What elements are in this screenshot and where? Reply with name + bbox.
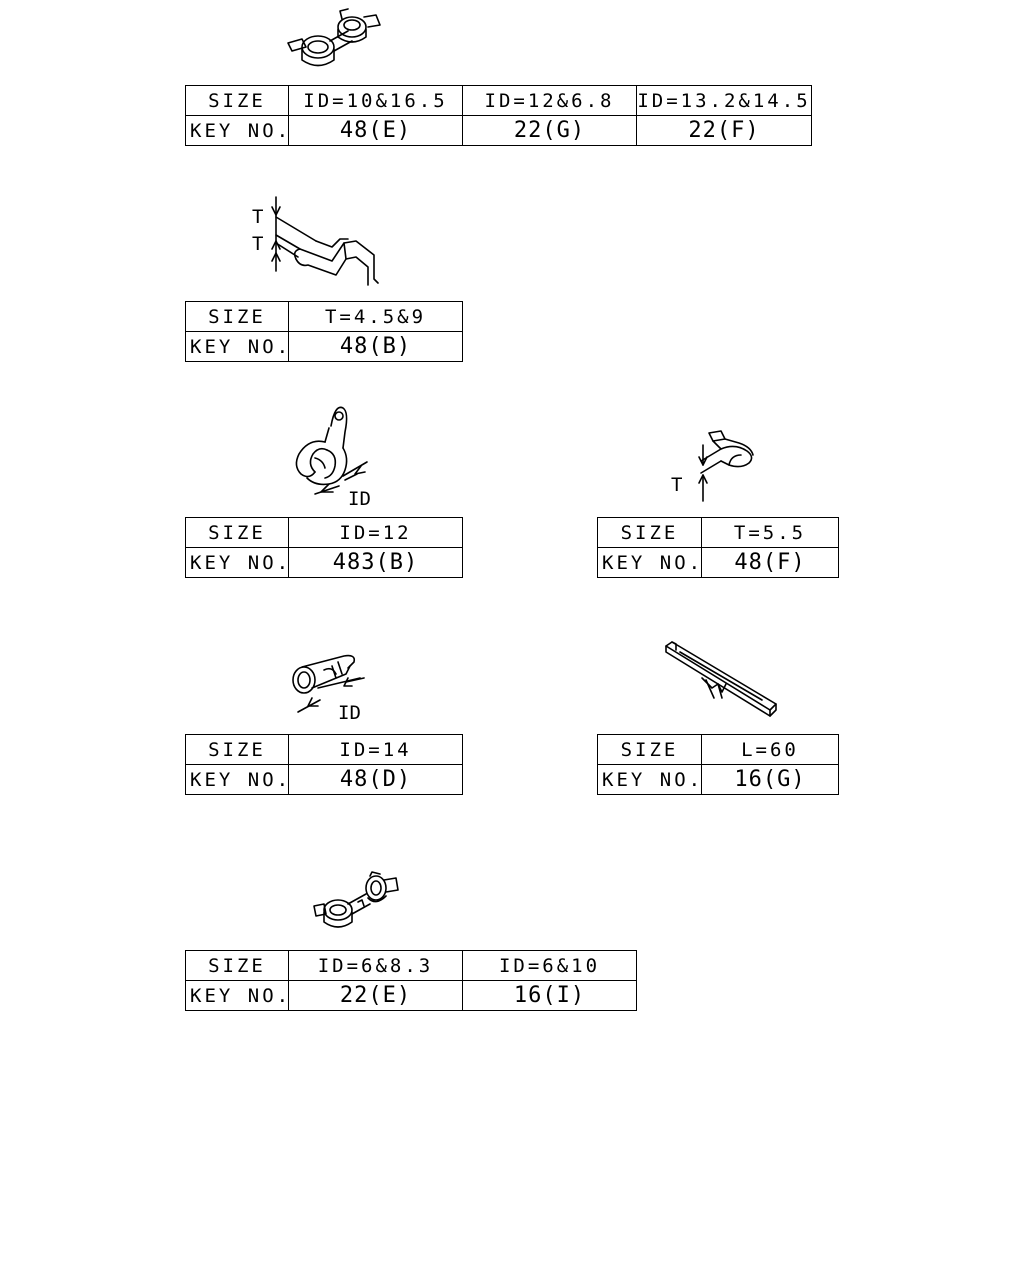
plate-clip-illustration — [248, 195, 388, 294]
size-label: SIZE — [598, 735, 702, 765]
spec-table-7 — [185, 950, 637, 1011]
long-bracket-illustration — [662, 638, 782, 722]
key-no-value: 16(I) — [463, 981, 637, 1011]
t-dimension-label: T — [252, 206, 264, 228]
size-label: SIZE — [186, 518, 289, 548]
size-value: L=60 — [702, 735, 839, 765]
key-no-label: KEY NO. — [186, 981, 289, 1011]
size-value: T=4.5&9 — [289, 302, 463, 332]
size-value: ID=12 — [289, 518, 463, 548]
key-no-value: 48(F) — [702, 548, 839, 578]
id-dimension-label: ID — [348, 488, 371, 510]
key-no-label: KEY NO. — [186, 765, 289, 795]
size-label: SIZE — [186, 951, 289, 981]
size-value: ID=14 — [289, 735, 463, 765]
size-value: ID=6&10 — [463, 951, 637, 981]
key-no-label: KEY NO. — [186, 332, 289, 362]
key-no-label: KEY NO. — [598, 765, 702, 795]
size-label: SIZE — [598, 518, 702, 548]
spec-table-5 — [185, 734, 463, 795]
double-clip-illustration-2 — [310, 870, 410, 939]
size-value: T=5.5 — [702, 518, 839, 548]
key-no-label: KEY NO. — [186, 116, 289, 146]
spec-table-1 — [185, 85, 812, 146]
key-no-value: 483(B) — [289, 548, 463, 578]
pipe-clip-illustration — [288, 648, 378, 727]
t-dimension-label: T — [252, 233, 264, 255]
spec-table-4 — [597, 517, 839, 578]
size-value: ID=10&16.5 — [289, 86, 463, 116]
size-value: ID=13.2&14.5 — [637, 86, 812, 116]
key-no-label: KEY NO. — [598, 548, 702, 578]
size-label: SIZE — [186, 86, 289, 116]
key-no-value: 16(G) — [702, 765, 839, 795]
key-no-value: 22(E) — [289, 981, 463, 1011]
spec-table-3 — [185, 517, 463, 578]
size-value: ID=12&6.8 — [463, 86, 637, 116]
spring-clip-illustration — [285, 402, 395, 516]
size-label: SIZE — [186, 735, 289, 765]
id-dimension-label: ID — [338, 702, 361, 724]
key-no-label: KEY NO. — [186, 548, 289, 578]
double-clip-illustration-1 — [280, 5, 400, 74]
size-label: SIZE — [186, 302, 289, 332]
key-no-value: 22(G) — [463, 116, 637, 146]
t-dimension-label: T — [671, 474, 683, 496]
key-no-value: 22(F) — [637, 116, 812, 146]
key-no-value: 48(D) — [289, 765, 463, 795]
key-no-value: 48(B) — [289, 332, 463, 362]
edge-clip-illustration — [665, 425, 765, 509]
spec-table-6 — [597, 734, 839, 795]
spec-table-2 — [185, 301, 463, 362]
size-value: ID=6&8.3 — [289, 951, 463, 981]
key-no-value: 48(E) — [289, 116, 463, 146]
